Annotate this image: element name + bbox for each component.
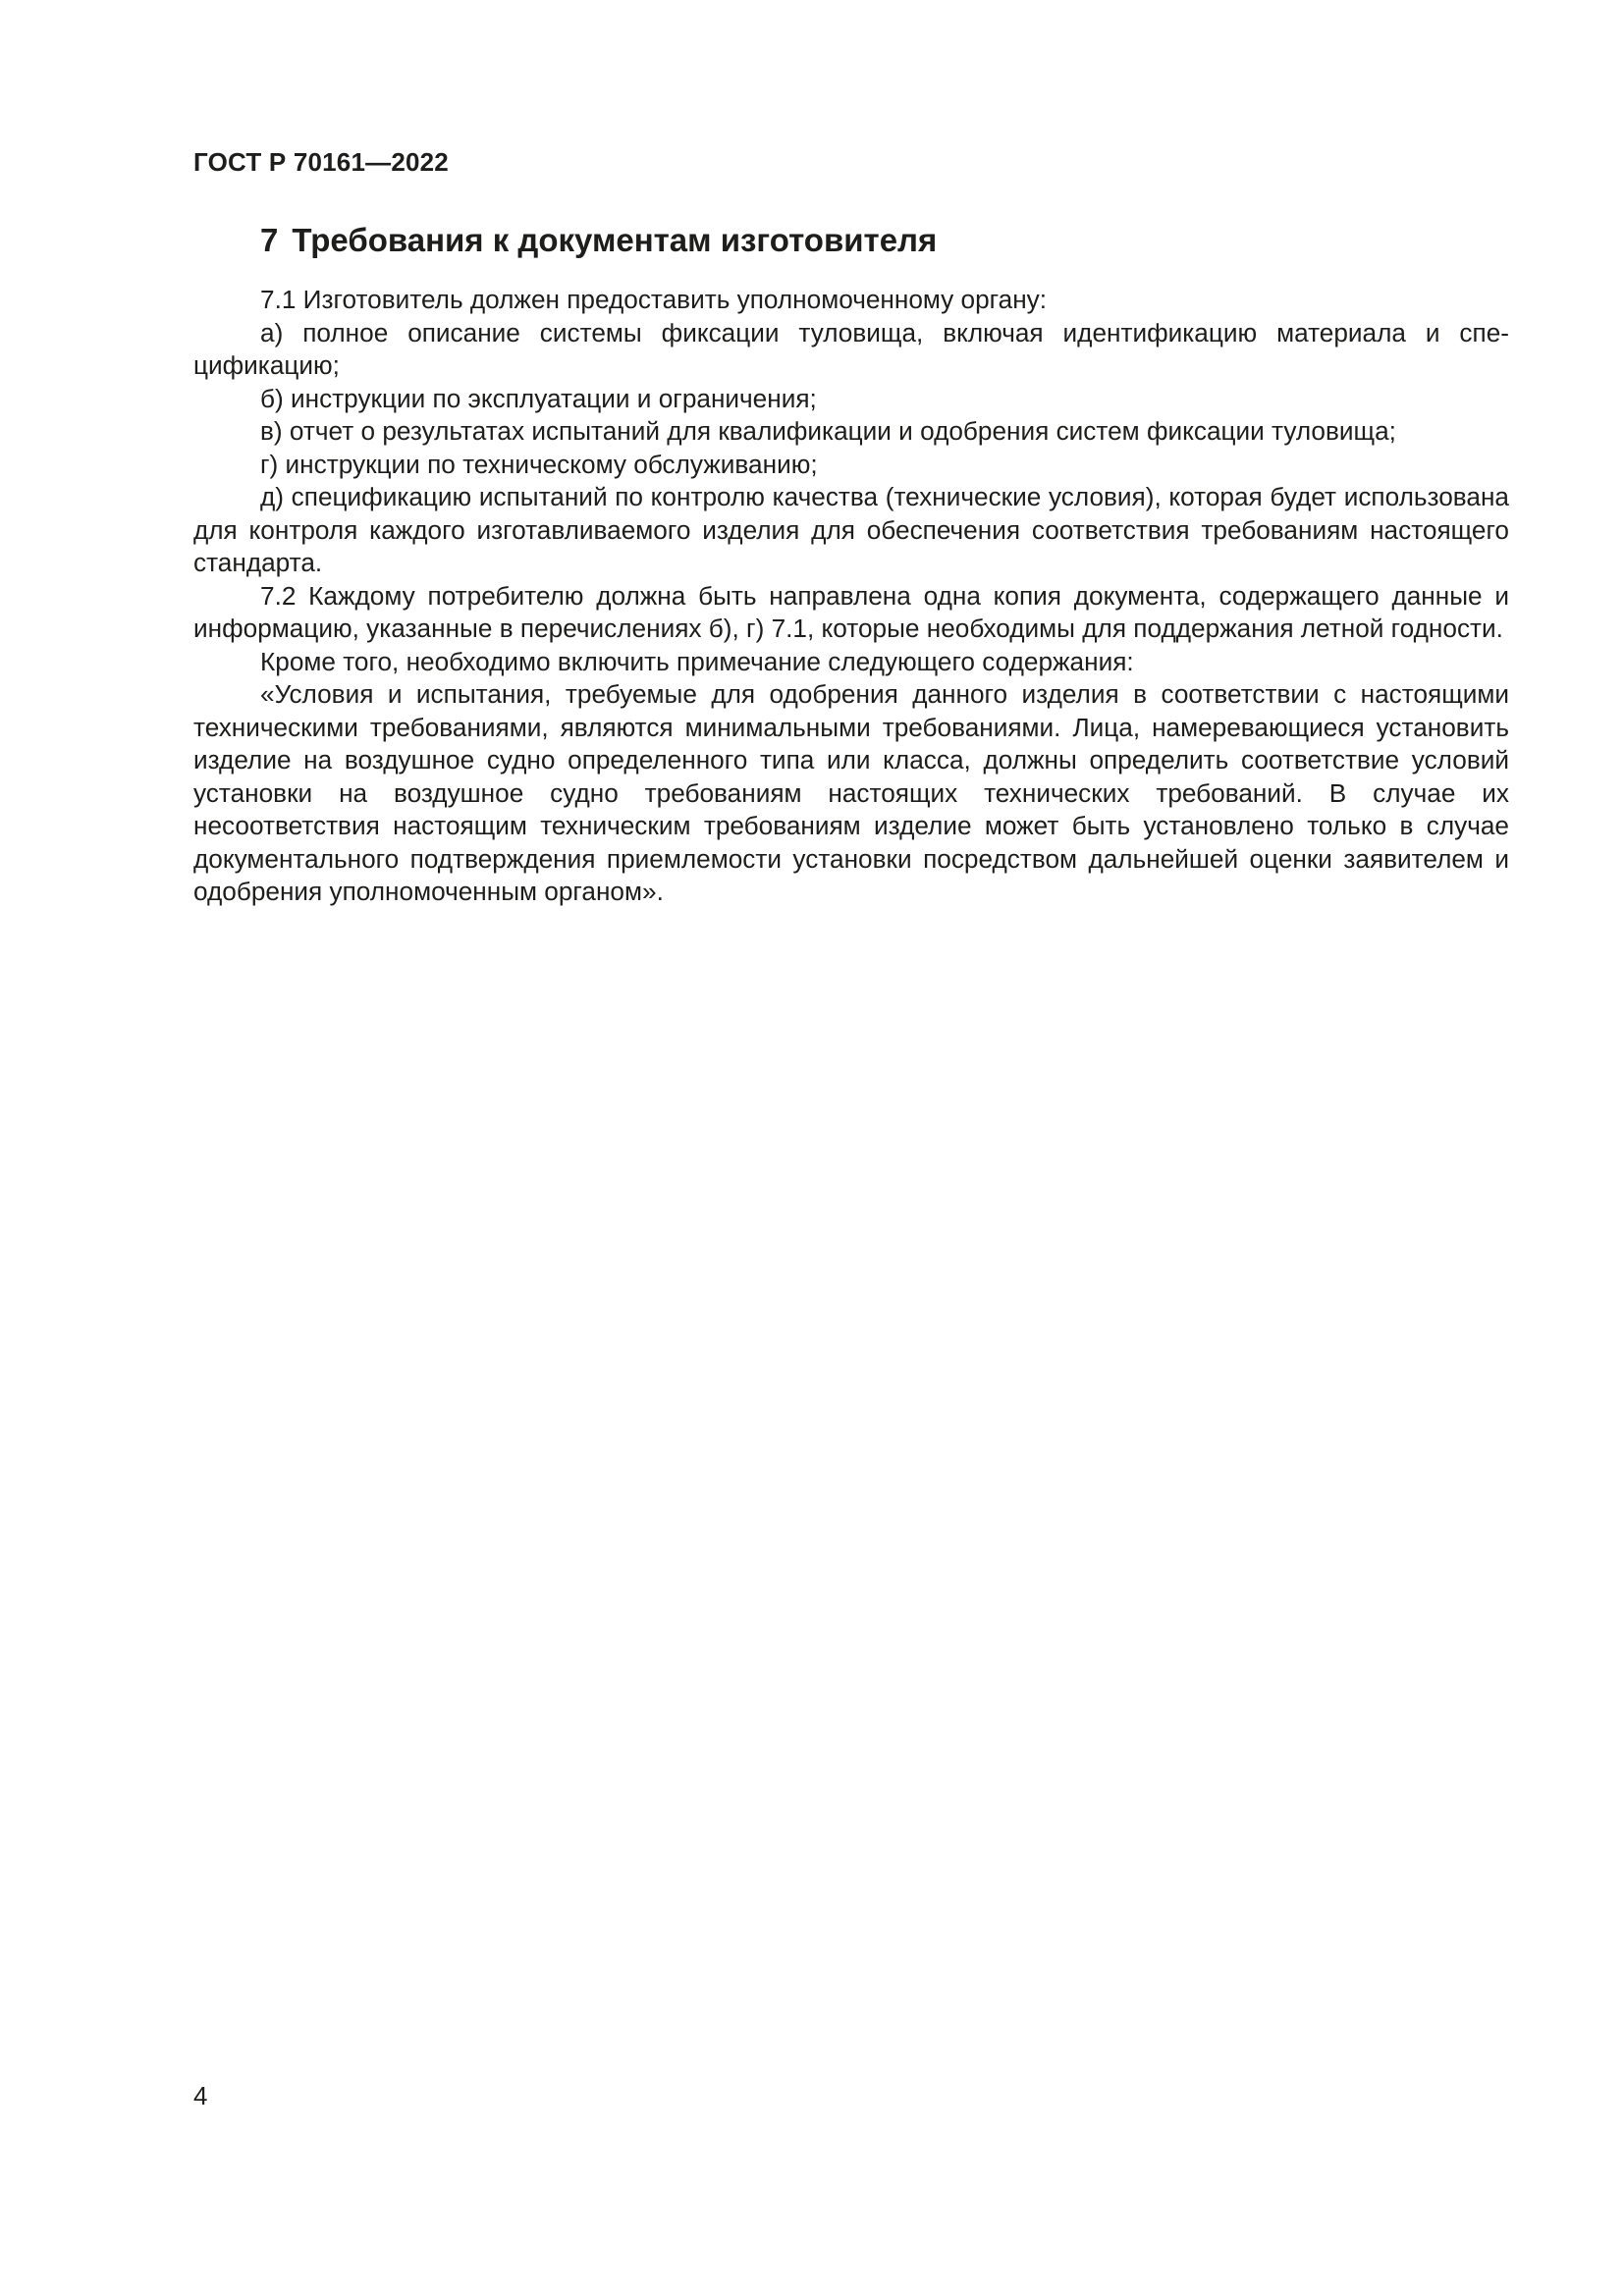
list-item-b: б) инструкции по эксплуатации и ограничения; (260, 383, 817, 413)
section-body (193, 284, 1509, 909)
section-number: 7 (260, 222, 279, 258)
list-item-a: а) полное описание системы фиксации туловища, включая идентификацию материала и спецификацию; (193, 317, 1509, 380)
paragraph-7-2: 7.2 Каждому потребителю должна быть направлена одна копия документа, содержащего данные и информацию, указанные в перечислениях б), г) 7.1, которые необходимы для поддержания летной годности. (193, 580, 1509, 643)
paragraph-note-quote: «Условия и испытания, требуемые для одобрения данного изделия в соответствии с настоящими техническими требованиями, являются минимальными требованиями. Лица, намеревающиеся установить изделие на воздушное судно определенного типа или класса, должны определить соответствие условий установки на воздушное судно требованиям настоящих технических требований. В случае их несоответствия настоящим техническим требованиям изделие может быть установлено только в случае документального подтверждения приемлемости установки посредством дальнейшей оценки заявителем и одобрения уполномоченным органом». (193, 679, 1509, 906)
list-item-v: в) отчет о результатах испытаний для квалификации и одобрения систем фиксации туловища; (260, 416, 1396, 446)
paragraph-note-intro: Кроме того, необходимо включить примечание следующего содержания: (260, 646, 1134, 676)
section-heading (260, 222, 937, 259)
list-item-g: г) инструкции по техническому обслуживанию; (260, 449, 818, 479)
paragraph-7-1: 7.1 Изготовитель должен предоставить уполномоченному органу: (260, 285, 1048, 314)
list-item-d: д) спецификацию испытаний по контролю качества (технические условия), которая будет использована для контроля каждого изготавливаемого изделия для обеспечения соответствия требованиям настоящего стандарта. (193, 482, 1509, 577)
page-number: 4 (193, 2081, 208, 2110)
section-title: Требования к документам изготовителя (292, 222, 938, 258)
document-header: ГОСТ Р 70161—2022 (193, 147, 449, 177)
